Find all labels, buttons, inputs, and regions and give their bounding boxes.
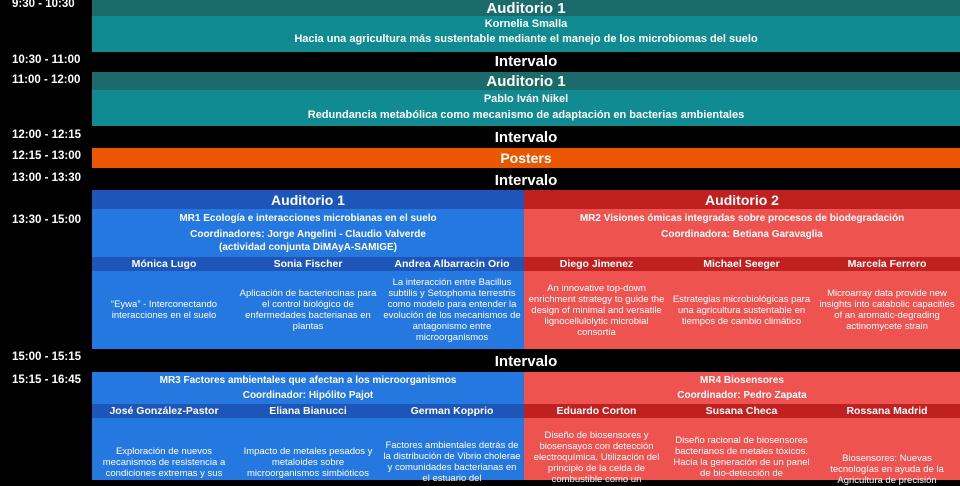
session-coordinators: Coordinador: Hipólito Pajot xyxy=(242,390,374,401)
talk-title: Diseño racional de biosensores bacterianos de metales tóxicos. Hacia la generación de un panel de bio-detección de xyxy=(673,435,810,479)
session-info-mr2 xyxy=(524,209,960,257)
talk-title: “Eywa” - Interconectando interacciones en el suelo xyxy=(110,299,218,321)
talks-row xyxy=(92,418,524,484)
talks-row xyxy=(524,271,960,349)
speaker-name: Andrea Albarracin Orio xyxy=(394,258,510,270)
time-slot: 10:30 - 11:00 xyxy=(12,54,81,66)
talk-title: Estrategias microbiológicas para una agricultura sustentable en tiempos de cambio climático xyxy=(672,293,811,327)
time-slot: 13:30 - 15:00 xyxy=(12,214,82,226)
speaker-name: Sonia Fischer xyxy=(273,258,343,270)
talk-title: Diseño de biosensores y biosensayos con detección electroquímica. Utilización del principio de la celda de combustible como un xyxy=(533,430,660,485)
room-header: Auditorio 1 xyxy=(92,72,960,90)
speaker-name: Susana Checa xyxy=(705,405,778,417)
time-slot: 13:00 - 13:30 xyxy=(12,172,82,184)
speaker-name: Pablo Iván Nikel xyxy=(483,93,569,105)
talk-title: La interacción entre Bacillus subtilis y Setophoma terrestris como modelo para entender la evolución de los mecanismos de antagonismo entre microorganismos xyxy=(383,277,521,343)
speakers-row xyxy=(92,404,524,418)
talk-title: Aplicación de bacteriocinas para el control biológico de enfermedades bacterianas en plantas xyxy=(239,288,377,332)
posters-bar: Posters xyxy=(92,148,960,168)
interval-bar: Intervalo xyxy=(494,171,558,189)
speaker-name: German Kopprio xyxy=(410,405,494,417)
time-slot: 9:30 - 10:30 xyxy=(12,0,75,10)
session-coordinators: Coordinadores: Jorge Angelini - Claudio Valverde xyxy=(190,229,426,240)
time-slot: 12:00 - 12:15 xyxy=(12,129,82,141)
interval-bar: Intervalo xyxy=(494,52,558,70)
talk-title: Biosensores: Nuevas tecnologías en ayuda de la Agricultura de precisión xyxy=(830,453,944,486)
speaker-name: Eduardo Corton xyxy=(556,405,637,417)
talk-block xyxy=(92,16,960,52)
room-header-auditorio-2: Auditorio 2 xyxy=(524,190,960,209)
speaker-name: Kornelia Smalla xyxy=(484,18,568,30)
time-slot: 15:00 - 15:15 xyxy=(12,351,82,363)
session-title: MR4 Biosensores xyxy=(700,375,784,386)
session-info-mr4 xyxy=(524,372,960,404)
talk-title: Factores ambientales detrás de la distribución de Vibrio cholerae y comunidades bacterianas en el estuario del xyxy=(383,440,521,484)
session-coordinators: Coordinadora: Betiana Garavaglia xyxy=(661,229,823,240)
talk-title: Hacia una agricultura más sustentable mediante el manejo de los microbiomas del suelo xyxy=(294,33,758,45)
room-header-auditorio-1: Auditorio 1 xyxy=(92,190,524,209)
interval-bar: Intervalo xyxy=(494,128,558,146)
interval-bar: Intervalo xyxy=(494,352,558,370)
speakers-row xyxy=(524,404,960,418)
talk-title: Impacto de metales pesados y metaloides sobre microorganismos simbióticos xyxy=(243,446,373,479)
speakers-row xyxy=(524,257,960,271)
session-info-mr3 xyxy=(92,372,524,404)
speaker-name: Marcela Ferrero xyxy=(847,258,927,270)
talk-block xyxy=(92,90,960,126)
talk-title: Microarray data provide new insights into catabolic capacities of an aromatic-degrading actinomycete strain xyxy=(819,288,955,332)
session-title: MR2 Visiones ómicas integradas sobre procesos de biodegradación xyxy=(579,213,905,224)
talk-title: Redundancia metabólica como mecanismo de adaptación en bacterias ambientales xyxy=(307,109,745,121)
talk-title: Exploración de nuevos mecanismos de resistencia a condiciones extremas y sus xyxy=(102,446,226,479)
talks-row xyxy=(524,418,960,486)
speaker-name: Rossana Madrid xyxy=(846,405,928,417)
time-slot: 15:15 - 16:45 xyxy=(12,374,82,386)
room-header: Auditorio 1 xyxy=(92,0,960,16)
session-coordinators: Coordinador: Pedro Zapata xyxy=(677,390,807,401)
speaker-name: José González-Pastor xyxy=(109,405,219,417)
time-slot: 11:00 - 12:00 xyxy=(12,74,81,86)
speaker-name: Michael Seeger xyxy=(703,258,780,270)
talks-row xyxy=(92,271,524,349)
speakers-row xyxy=(92,257,524,271)
session-title: MR3 Factores ambientales que afectan a los microorganismos xyxy=(159,375,457,386)
speaker-name: Diego Jimenez xyxy=(559,258,634,270)
talk-title: An innovative top-down enrichment strategy to guide the design of minimal and versatile lignocellulolytic microbial consortia xyxy=(528,282,665,338)
time-slot: 12:15 - 13:00 xyxy=(12,150,82,162)
session-title: MR1 Ecología e interacciones microbianas en el suelo xyxy=(179,213,437,224)
speaker-name: Eliana Bianucci xyxy=(269,405,347,417)
session-info-mr1 xyxy=(92,209,524,257)
speaker-name: Mónica Lugo xyxy=(131,258,197,270)
session-note: (actividad conjunta DiMAyA-SAMIGE) xyxy=(219,242,397,253)
